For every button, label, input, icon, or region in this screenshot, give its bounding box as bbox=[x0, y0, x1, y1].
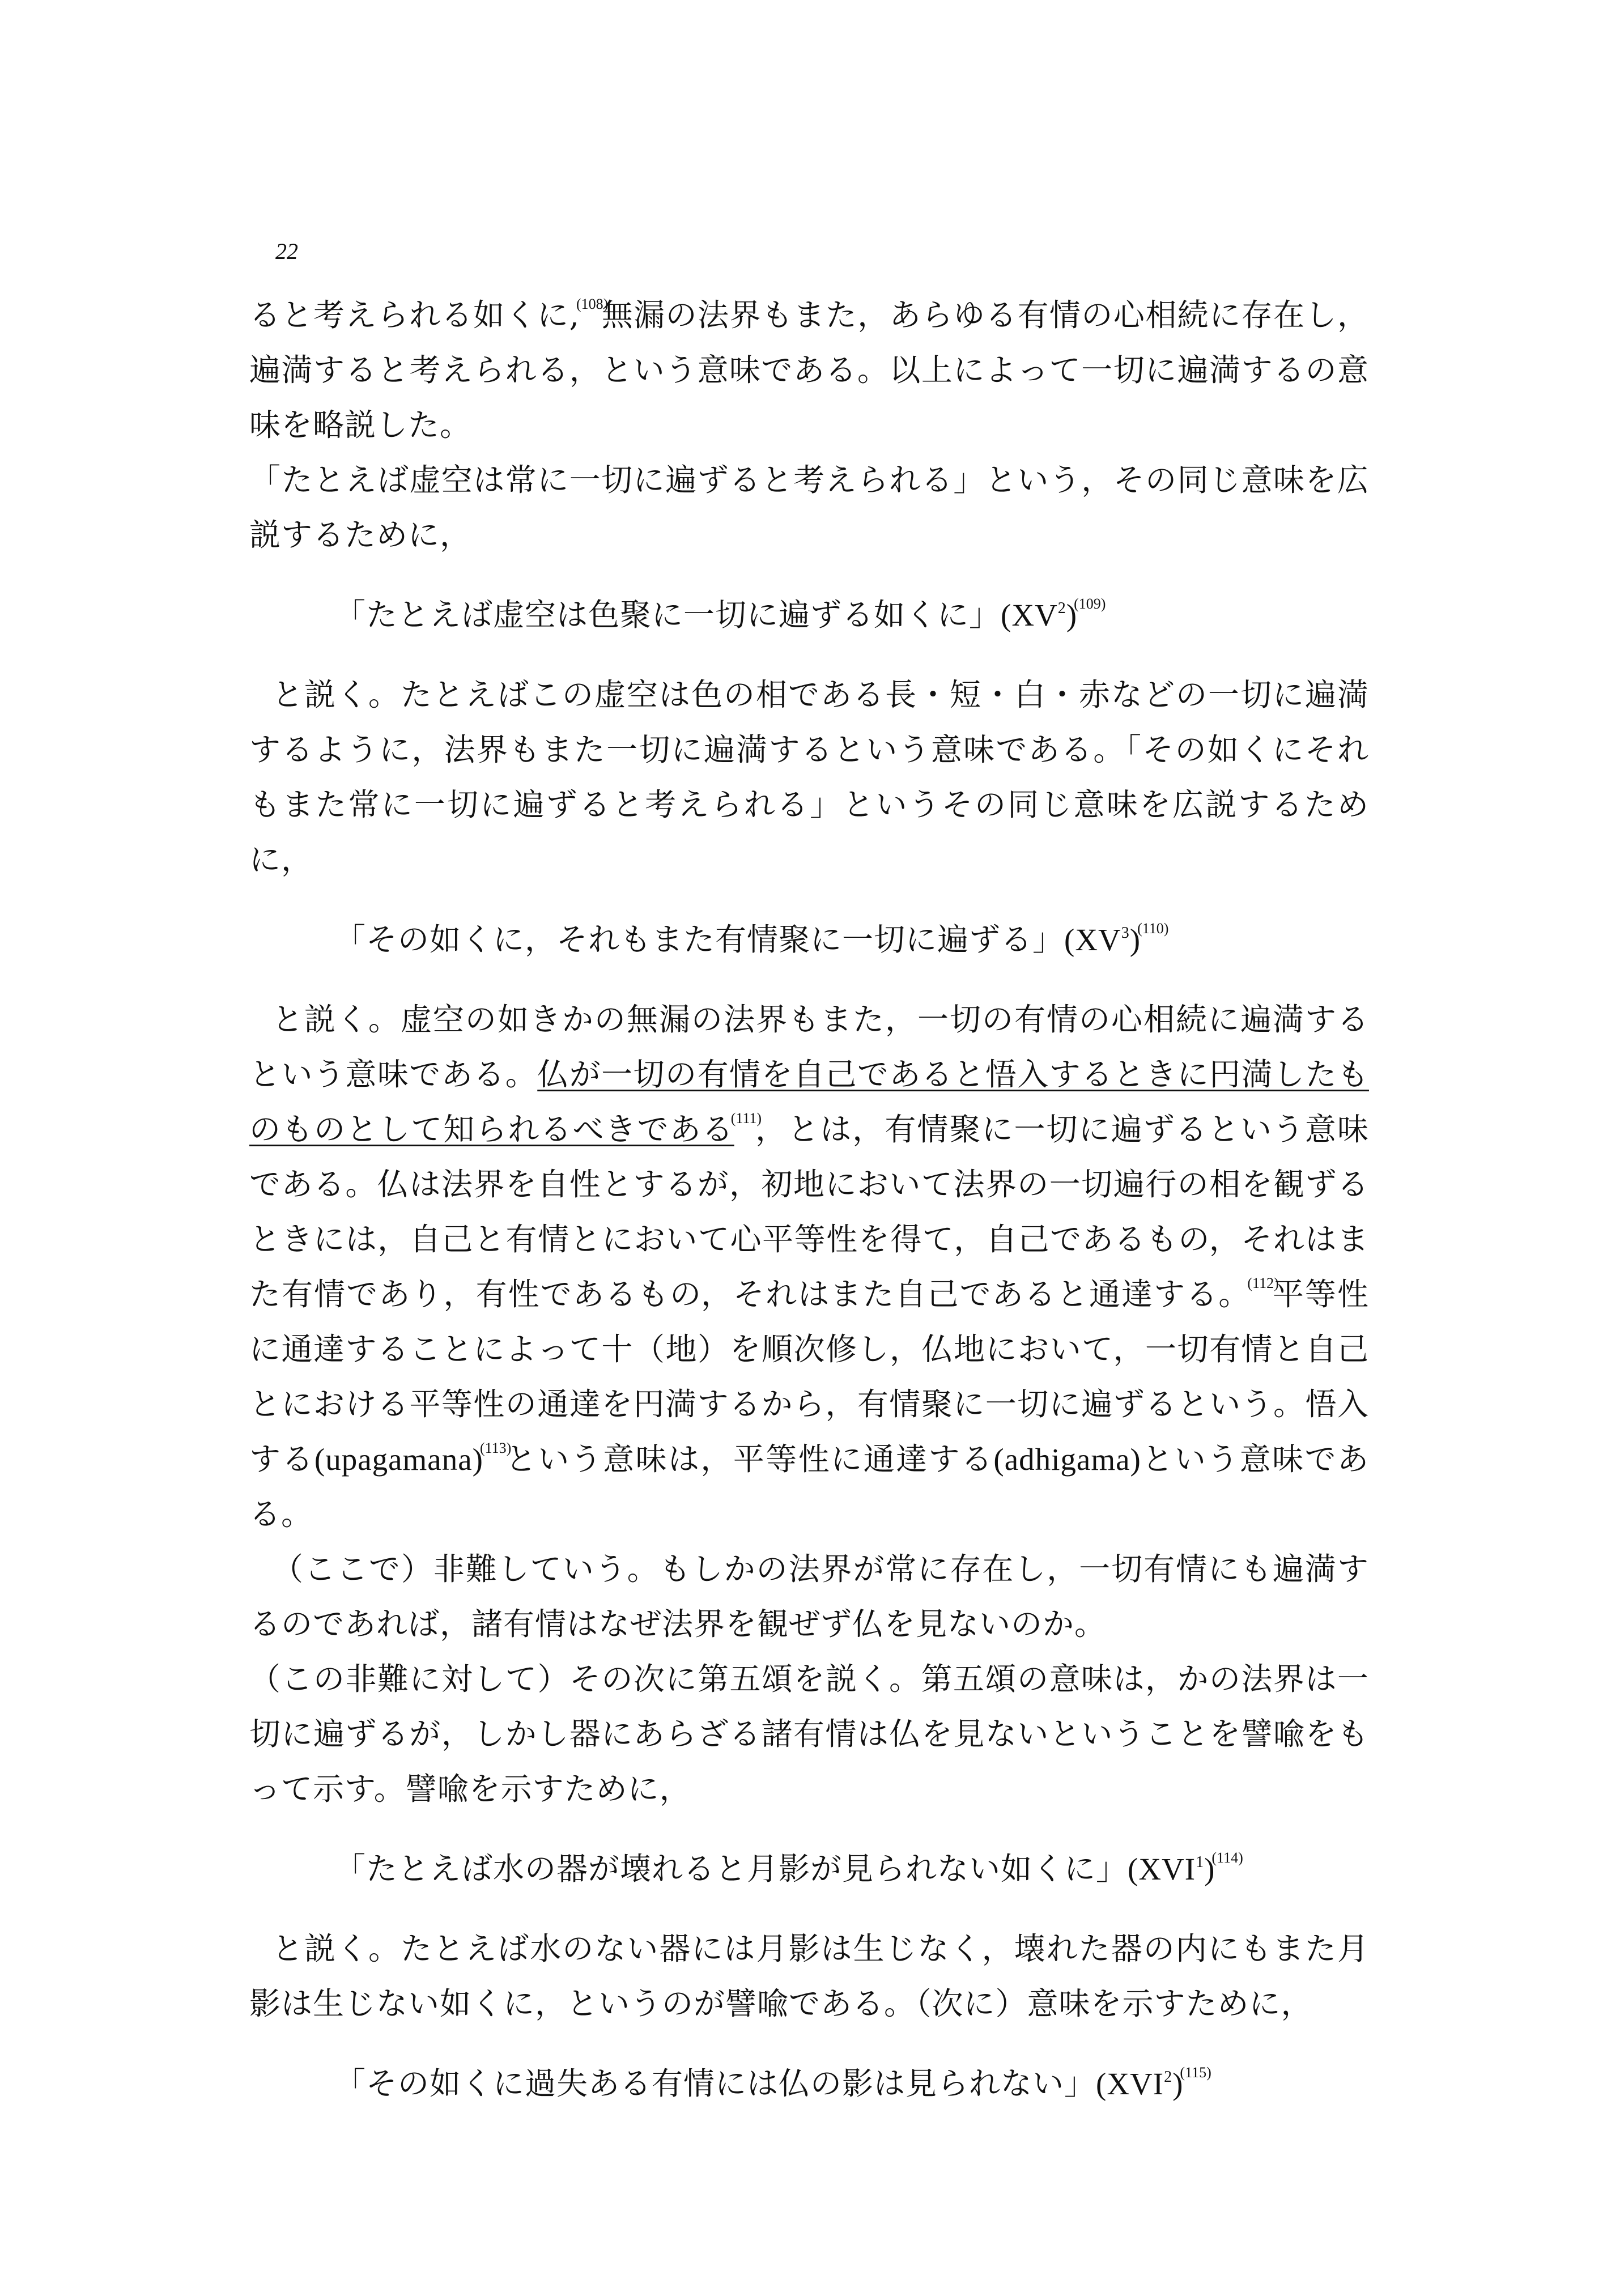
footnote-marker-110: (110) bbox=[1137, 920, 1169, 937]
verse-4-reference bbox=[1096, 2067, 1183, 2101]
footnote-marker-115: (115) bbox=[1180, 2064, 1211, 2081]
paragraph-4-text-e: という意味である。 bbox=[249, 1441, 1369, 1532]
body-text bbox=[249, 288, 1369, 2111]
term-adhigama: (adhigama) bbox=[993, 1442, 1141, 1477]
paragraph-6-text: （この非難に対して）その次に第五頌を説く。第五頌の意味は，かの法界は一切に遍ずるが，しかし器にあらざる諸有情は仏を見ないということを譬喩をもって示す。譬喩を示すために， bbox=[249, 1661, 1369, 1807]
verse-2-reference bbox=[1064, 922, 1141, 957]
paragraph-7 bbox=[249, 1921, 1369, 2031]
verse-3-ref-sup: 1 bbox=[1196, 1853, 1205, 1871]
verse-1-ref-close: ) bbox=[1066, 598, 1078, 632]
term-upagamana: (upagamana) bbox=[314, 1442, 483, 1477]
paragraph-4 bbox=[249, 992, 1369, 1542]
verse-4-ref-label: (XVI bbox=[1096, 2067, 1164, 2101]
verse-1-reference bbox=[1001, 598, 1077, 632]
paragraph-5-text: （ここで）非難していう。もしかの法界が常に存在し，一切有情にも遍満するのであれば，諸有情はなぜ法界を観ぜず仏を見ないのか。 bbox=[249, 1551, 1369, 1642]
verse-3-ref-label: (XVI bbox=[1128, 1852, 1196, 1886]
verse-1-ref-sup: 2 bbox=[1057, 599, 1066, 617]
verse-quote-2 bbox=[249, 912, 1369, 967]
footnote-marker-113: (113) bbox=[479, 1440, 512, 1456]
footnote-marker-108: (108) bbox=[576, 296, 609, 312]
paragraph-2-text: 「たとえば虚空は常に一切に遍ずると考えられる」という，その同じ意味を広説するために， bbox=[249, 462, 1369, 553]
verse-2-ref-close: ) bbox=[1129, 922, 1141, 957]
verse-3-text: 「たとえば水の器が壊れると月影が見られない如くに」 bbox=[334, 1851, 1128, 1887]
footnote-marker-109: (109) bbox=[1074, 596, 1106, 612]
paragraph-1-text-b: 無漏の法界もまた，あらゆる有情の心相続に存在し，遍満すると考えられる，という意味である。以上によって一切に遍満するの意味を略説した。 bbox=[249, 297, 1369, 443]
paragraph-6 bbox=[249, 1652, 1369, 1817]
paragraph-1-text-a: ると考えられる如くに, bbox=[249, 297, 580, 333]
verse-1-text: 「たとえば虚空は色聚に一切に遍ずる如くに」 bbox=[334, 597, 1001, 633]
footnote-marker-111: (111) bbox=[730, 1110, 762, 1126]
paragraph-5 bbox=[249, 1542, 1369, 1652]
verse-4-ref-close: ) bbox=[1172, 2067, 1184, 2101]
verse-3-reference bbox=[1128, 1852, 1215, 1886]
paragraph-4-text-c: 平等性に通達することによって十（地）を順次修し，仏地において，一切有情と自己とにおける平等性の通達を円満するから，有情聚に一切に遍ずるという。悟入する bbox=[249, 1276, 1369, 1477]
verse-quote-3 bbox=[249, 1842, 1369, 1897]
paragraph-7-text: と説く。たとえば水のない器には月影は生じなく，壊れた器の内にもまた月影は生じない如くに，というのが譬喩である。（次に）意味を示すために， bbox=[249, 1931, 1369, 2022]
verse-4-ref-sup: 2 bbox=[1164, 2068, 1173, 2086]
verse-quote-4 bbox=[249, 2056, 1369, 2111]
verse-2-ref-sup: 3 bbox=[1121, 924, 1130, 942]
paragraph-1 bbox=[249, 288, 1369, 453]
footnote-marker-114: (114) bbox=[1211, 1849, 1243, 1866]
paragraph-4-text-d: という意味は，平等性に通達する bbox=[504, 1441, 994, 1477]
paragraph-2 bbox=[249, 453, 1369, 563]
paragraph-4-text-b: ，とは，有情聚に一切に遍ずるという意味である。仏は法界を自性とするが，初地において法界の一切遍行の相を観ずるときには，自己と有情とにおいて心平等性を得て，自己であるもの，それはまた有情であり，有性であるもの，それはまた自己であると通達する。 bbox=[249, 1111, 1369, 1312]
footnote-marker-112: (112) bbox=[1247, 1275, 1279, 1291]
verse-2-text: 「その如くに，それもまた有情聚に一切に遍ずる」 bbox=[334, 921, 1065, 958]
verse-2-ref-label: (XV bbox=[1064, 922, 1121, 957]
page-number: 22 bbox=[275, 239, 298, 264]
verse-quote-1 bbox=[249, 588, 1369, 643]
verse-4-text: 「その如くに過失ある有情には仏の影は見られない」 bbox=[334, 2065, 1096, 2102]
underlined-phrase: 仏が一切の有情を自己であると悟入するときに円満したものものとして知られるべきである bbox=[249, 1056, 1369, 1147]
paragraph-4-text-a: と説く。虚空の如きかの無漏の法界もまた，一切の有情の心相続に遍満するという意味である。 bbox=[249, 1001, 1369, 1092]
paragraph-3 bbox=[249, 667, 1369, 887]
verse-3-ref-close: ) bbox=[1204, 1852, 1215, 1886]
verse-1-ref-label: (XV bbox=[1001, 598, 1058, 632]
paragraph-3-text: と説く。たとえばこの虚空は色の相である長・短・白・赤などの一切に遍満するように，法界もまた一切に遍満するという意味である。「その如くにそれもまた常に一切に遍ずると考えられる」というその同じ意味を広説するために， bbox=[249, 677, 1369, 878]
